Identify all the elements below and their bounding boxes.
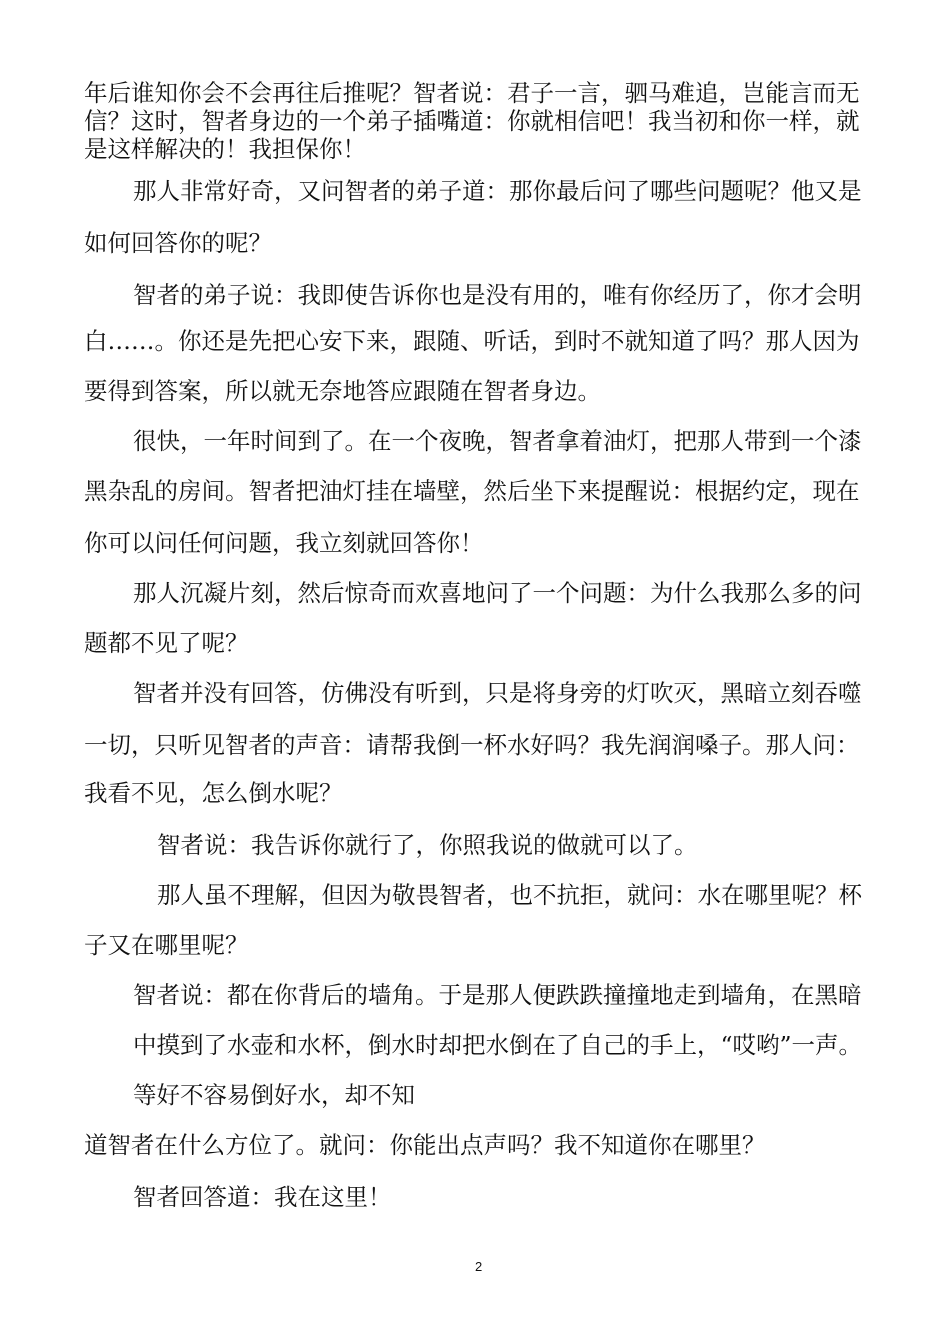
text-line: 智者的弟子说：我即使告诉你也是没有用的，唯有你经历了，你才会明 — [133, 281, 862, 309]
text-line: 那人虽不理解，但因为敬畏智者，也不抗拒，就问：水在哪里呢？杯 — [157, 881, 862, 909]
text-line: 很快，一年时间到了。在一个夜晚，智者拿着油灯，把那人带到一个漆 — [133, 427, 862, 455]
text-line: 年后谁知你会不会再往后推呢？智者说：君子一言，驷马难追，岂能言而无 — [84, 79, 860, 107]
text-line: 那人沉凝片刻，然后惊奇而欢喜地问了一个问题：为什么我那么多的问 — [133, 579, 862, 607]
text-line: 要得到答案，所以就无奈地答应跟随在智者身边。 — [84, 377, 601, 405]
text-line: 你可以问任何问题，我立刻就回答你！ — [84, 529, 484, 557]
text-line: 如何回答你的呢？ — [84, 229, 272, 257]
text-line: 中摸到了水壶和水杯，倒水时却把水倒在了自己的手上，“哎哟”一声。 — [133, 1031, 863, 1059]
text-line: 白……。你还是先把心安下来，跟随、听话，到时不就知道了吗？那人因为 — [84, 327, 860, 355]
text-line: 是这样解决的！我担保你！ — [84, 135, 366, 163]
text-line: 等好不容易倒好水，却不知 — [133, 1081, 415, 1109]
text-line: 信？这时，智者身边的一个弟子插嘴道：你就相信吧！我当初和你一样，就 — [84, 107, 860, 135]
text-line: 一切，只听见智者的声音：请帮我倒一杯水好吗？我先润润嗓子。那人问： — [84, 731, 860, 759]
page-number: 2 — [475, 1259, 483, 1274]
text-line: 子又在哪里呢？ — [84, 931, 249, 959]
text-line: 题都不见了呢？ — [84, 629, 249, 657]
text-line: 道智者在什么方位了。就问：你能出点声吗？我不知道你在哪里？ — [84, 1131, 766, 1159]
text-line: 智者说：都在你背后的墙角。于是那人便跌跌撞撞地走到墙角，在黑暗 — [133, 981, 862, 1009]
text-line: 那人非常好奇，又问智者的弟子道：那你最后问了哪些问题呢？他又是 — [133, 177, 862, 205]
text-line: 智者说：我告诉你就行了，你照我说的做就可以了。 — [157, 831, 698, 859]
text-line: 智者并没有回答，仿佛没有听到，只是将身旁的灯吹灭，黑暗立刻吞噬 — [133, 679, 862, 707]
text-line: 智者回答道：我在这里！ — [133, 1183, 392, 1211]
text-line: 黑杂乱的房间。智者把油灯挂在墙壁，然后坐下来提醒说：根据约定，现在 — [84, 477, 860, 505]
text-line: 我看不见，怎么倒水呢？ — [84, 779, 343, 807]
